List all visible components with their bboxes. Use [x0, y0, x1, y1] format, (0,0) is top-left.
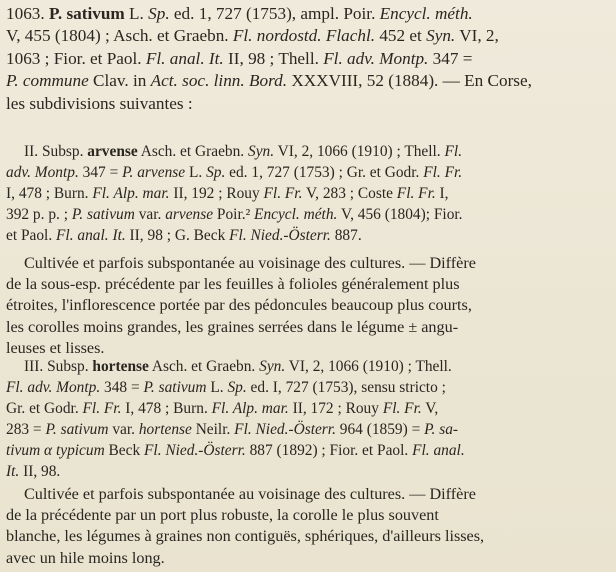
- text-run: étroites, l'inflorescence portée par des pédoncules beaucoup plus courts,: [6, 296, 472, 315]
- text-run: Cultivée et parfois subspontanée au voisinage des cultures. — Diffère: [24, 254, 476, 272]
- subsp-hortense-line: [6, 420, 610, 441]
- text-run: Cultivée et parfois subspontanée au voisinage des cultures. — Diffère: [24, 485, 476, 503]
- text-run: 348 =: [100, 378, 144, 396]
- citation-italic: Fl. anal.: [412, 441, 465, 459]
- text-run: les corolles moins grandes, les graines serrées dans le légume ± angu-: [6, 317, 459, 336]
- subsp-arvense-line: [6, 205, 610, 226]
- subsp-hortense-line: [6, 399, 610, 420]
- citation-italic: Encycl. méth.: [379, 4, 473, 23]
- text-run: III. Subsp.: [24, 358, 93, 375]
- citation-italic: Fl.: [444, 143, 463, 160]
- text-run: 1063.: [6, 4, 49, 23]
- text-run: I, 478 ; Burn.: [6, 184, 93, 202]
- text-run: 964 (1859) =: [335, 420, 425, 438]
- text-run: VI, 2, 1066 (1910) ; Thell.: [285, 358, 452, 375]
- citation-italic: tivum α typicum: [6, 441, 105, 459]
- text-run: 1063 ; Fior. et Paol.: [6, 48, 146, 68]
- text-run: Neilr.: [191, 420, 235, 438]
- citation-italic: Fl. Fr.: [82, 399, 122, 417]
- entry-line: [6, 3, 610, 25]
- text-run: Poir.²: [213, 205, 255, 223]
- text-run: 452 et: [375, 26, 427, 46]
- text-run: Asch. et Graebn.: [137, 143, 248, 160]
- subsp-arvense-line: [6, 163, 610, 184]
- citation-italic: Fl. Fr.: [423, 163, 463, 181]
- text-run: Beck: [104, 441, 145, 459]
- citation-italic: arvense: [165, 205, 214, 223]
- citation-italic: Fl. Alp. mar.: [211, 399, 289, 417]
- text-run: var.: [134, 205, 166, 223]
- text-run: ed. 1, 727 (1753) ; Gr. et Godr.: [225, 163, 424, 181]
- citation-italic: Syn.: [248, 143, 275, 160]
- text-run: VI, 2,: [455, 26, 499, 46]
- text-run: L.: [185, 163, 207, 181]
- text-run: ed. I, 727 (1753), sensu stricto ;: [246, 378, 446, 396]
- text-run: Gr. et Godr.: [6, 399, 83, 417]
- citation-italic: Syn.: [259, 358, 286, 375]
- citation-italic: Encycl. méth.: [254, 205, 338, 223]
- entry-line: [6, 93, 610, 115]
- subsp-hortense-description: [6, 484, 610, 569]
- text-run: 283 =: [6, 420, 46, 438]
- text-run: V, 283 ; Coste: [302, 184, 397, 202]
- text-run: I, 478 ; Burn.: [121, 399, 212, 417]
- text-run: XXXVIII, 52 (1884). — En Corse,: [287, 71, 532, 91]
- text-run: II, 172 ; Rouy: [288, 399, 383, 417]
- citation-italic: P. arvense: [122, 163, 186, 181]
- citation-italic: Fl. anal. It.: [145, 48, 224, 68]
- taxon-name: arvense: [87, 143, 138, 160]
- text-run: V,: [421, 399, 439, 417]
- citation-italic: Fl. Alp. mar.: [92, 184, 170, 202]
- text-run: L.: [124, 4, 149, 23]
- text-run: Asch. et Graebn.: [148, 358, 260, 375]
- desc-arvense-line: [6, 338, 610, 359]
- subsp-arvense-description: [6, 253, 610, 359]
- subsp-hortense-line: [6, 357, 610, 378]
- taxon-name: hortense: [92, 358, 149, 375]
- entry-line: [6, 25, 610, 47]
- taxon-name: P. sativum: [48, 4, 125, 23]
- citation-italic: Fl. nordostd. Flachl.: [232, 26, 376, 46]
- text-run: 887.: [330, 226, 362, 244]
- subsp-arvense-synonymy: [6, 142, 610, 247]
- subsp-arvense-line: [6, 184, 610, 205]
- text-run: de la sous-esp. précédente par les feuilles à folioles généralement plus: [6, 275, 460, 294]
- citation-italic: P. sa-: [424, 420, 459, 438]
- desc-hortense-line: [6, 505, 610, 526]
- text-run: ed. 1, 727 (1753), ampl. Poir.: [169, 4, 380, 23]
- text-run: de la précédente par un port plus robuste, la corolle le plus souvent: [6, 506, 439, 525]
- entry-line: [6, 48, 610, 70]
- species-entry: [6, 3, 610, 115]
- subsp-arvense-line: [6, 142, 610, 163]
- desc-arvense-line: [6, 317, 610, 338]
- citation-italic: Fl. adv. Montp.: [323, 48, 429, 68]
- citation-italic: Sp.: [148, 4, 170, 23]
- subsp-hortense-line: [6, 462, 610, 483]
- citation-italic: Sp.: [206, 163, 226, 181]
- citation-italic: Fl. Nied.-Österr.: [229, 226, 331, 244]
- text-run: les subdivisions suivantes :: [6, 93, 193, 113]
- citation-italic: P. sativum: [45, 420, 109, 438]
- text-run: Clav. in: [88, 71, 151, 91]
- subsp-hortense-synonymy: [6, 357, 610, 482]
- text-run: V, 455 (1804) ; Asch. et Graebn.: [6, 26, 233, 46]
- citation-italic: Fl. adv. Montp.: [6, 378, 101, 396]
- citation-italic: Fl. Fr.: [382, 399, 422, 417]
- desc-arvense-line: [6, 274, 610, 295]
- text-run: et Paol.: [6, 226, 57, 244]
- text-run: II, 192 ; Rouy: [169, 184, 264, 202]
- text-run: V, 456 (1804); Fior.: [337, 205, 463, 223]
- desc-hortense-line: [6, 548, 610, 569]
- citation-italic: Fl. anal. It.: [56, 226, 126, 244]
- citation-italic: P. sativum: [143, 378, 207, 396]
- desc-arvense-line: [6, 295, 610, 316]
- text-run: leuses et lisses.: [6, 338, 105, 357]
- citation-italic: Fl. Nied.-Österr.: [144, 441, 246, 459]
- text-run: II, 98 ; G. Beck: [125, 226, 230, 244]
- citation-italic: P. commune: [6, 71, 89, 91]
- citation-italic: P. sativum: [71, 205, 135, 223]
- text-run: 392 p. p. ;: [6, 205, 72, 223]
- citation-italic: adv. Montp.: [6, 163, 79, 181]
- text-run: I,: [435, 184, 449, 202]
- text-run: II, 98.: [19, 462, 61, 480]
- text-run: II, 98 ; Thell.: [223, 48, 324, 68]
- citation-italic: Fl. Fr.: [263, 184, 303, 202]
- desc-arvense-line: [6, 253, 610, 274]
- text-run: L.: [206, 378, 228, 396]
- subsp-hortense-line: [6, 378, 610, 399]
- citation-italic: Act. soc. linn. Bord.: [150, 71, 288, 91]
- text-run: 347 =: [428, 48, 473, 68]
- desc-hortense-line: [6, 484, 610, 505]
- citation-italic: It.: [6, 462, 20, 480]
- subsp-hortense-line: [6, 441, 610, 462]
- citation-italic: Sp.: [227, 378, 247, 396]
- desc-hortense-line: [6, 526, 610, 547]
- text-run: 887 (1892) ; Fior. et Paol.: [245, 441, 413, 459]
- citation-italic: Fl. Nied.-Österr.: [234, 420, 336, 438]
- citation-italic: hortense: [138, 420, 192, 438]
- text-run: II. Subsp.: [24, 143, 88, 160]
- text-run: 347 =: [78, 163, 123, 181]
- entry-line: [6, 70, 610, 92]
- text-run: avec un hile moins long.: [6, 548, 165, 567]
- citation-italic: Syn.: [426, 26, 456, 46]
- subsp-arvense-line: [6, 226, 610, 247]
- text-run: var.: [108, 420, 139, 438]
- text-run: VI, 2, 1066 (1910) ; Thell.: [274, 143, 445, 160]
- citation-italic: Fl. Fr.: [396, 184, 436, 202]
- text-run: blanche, les légumes à graines non contiguës, sphériques, d'ailleurs lisses,: [6, 527, 485, 546]
